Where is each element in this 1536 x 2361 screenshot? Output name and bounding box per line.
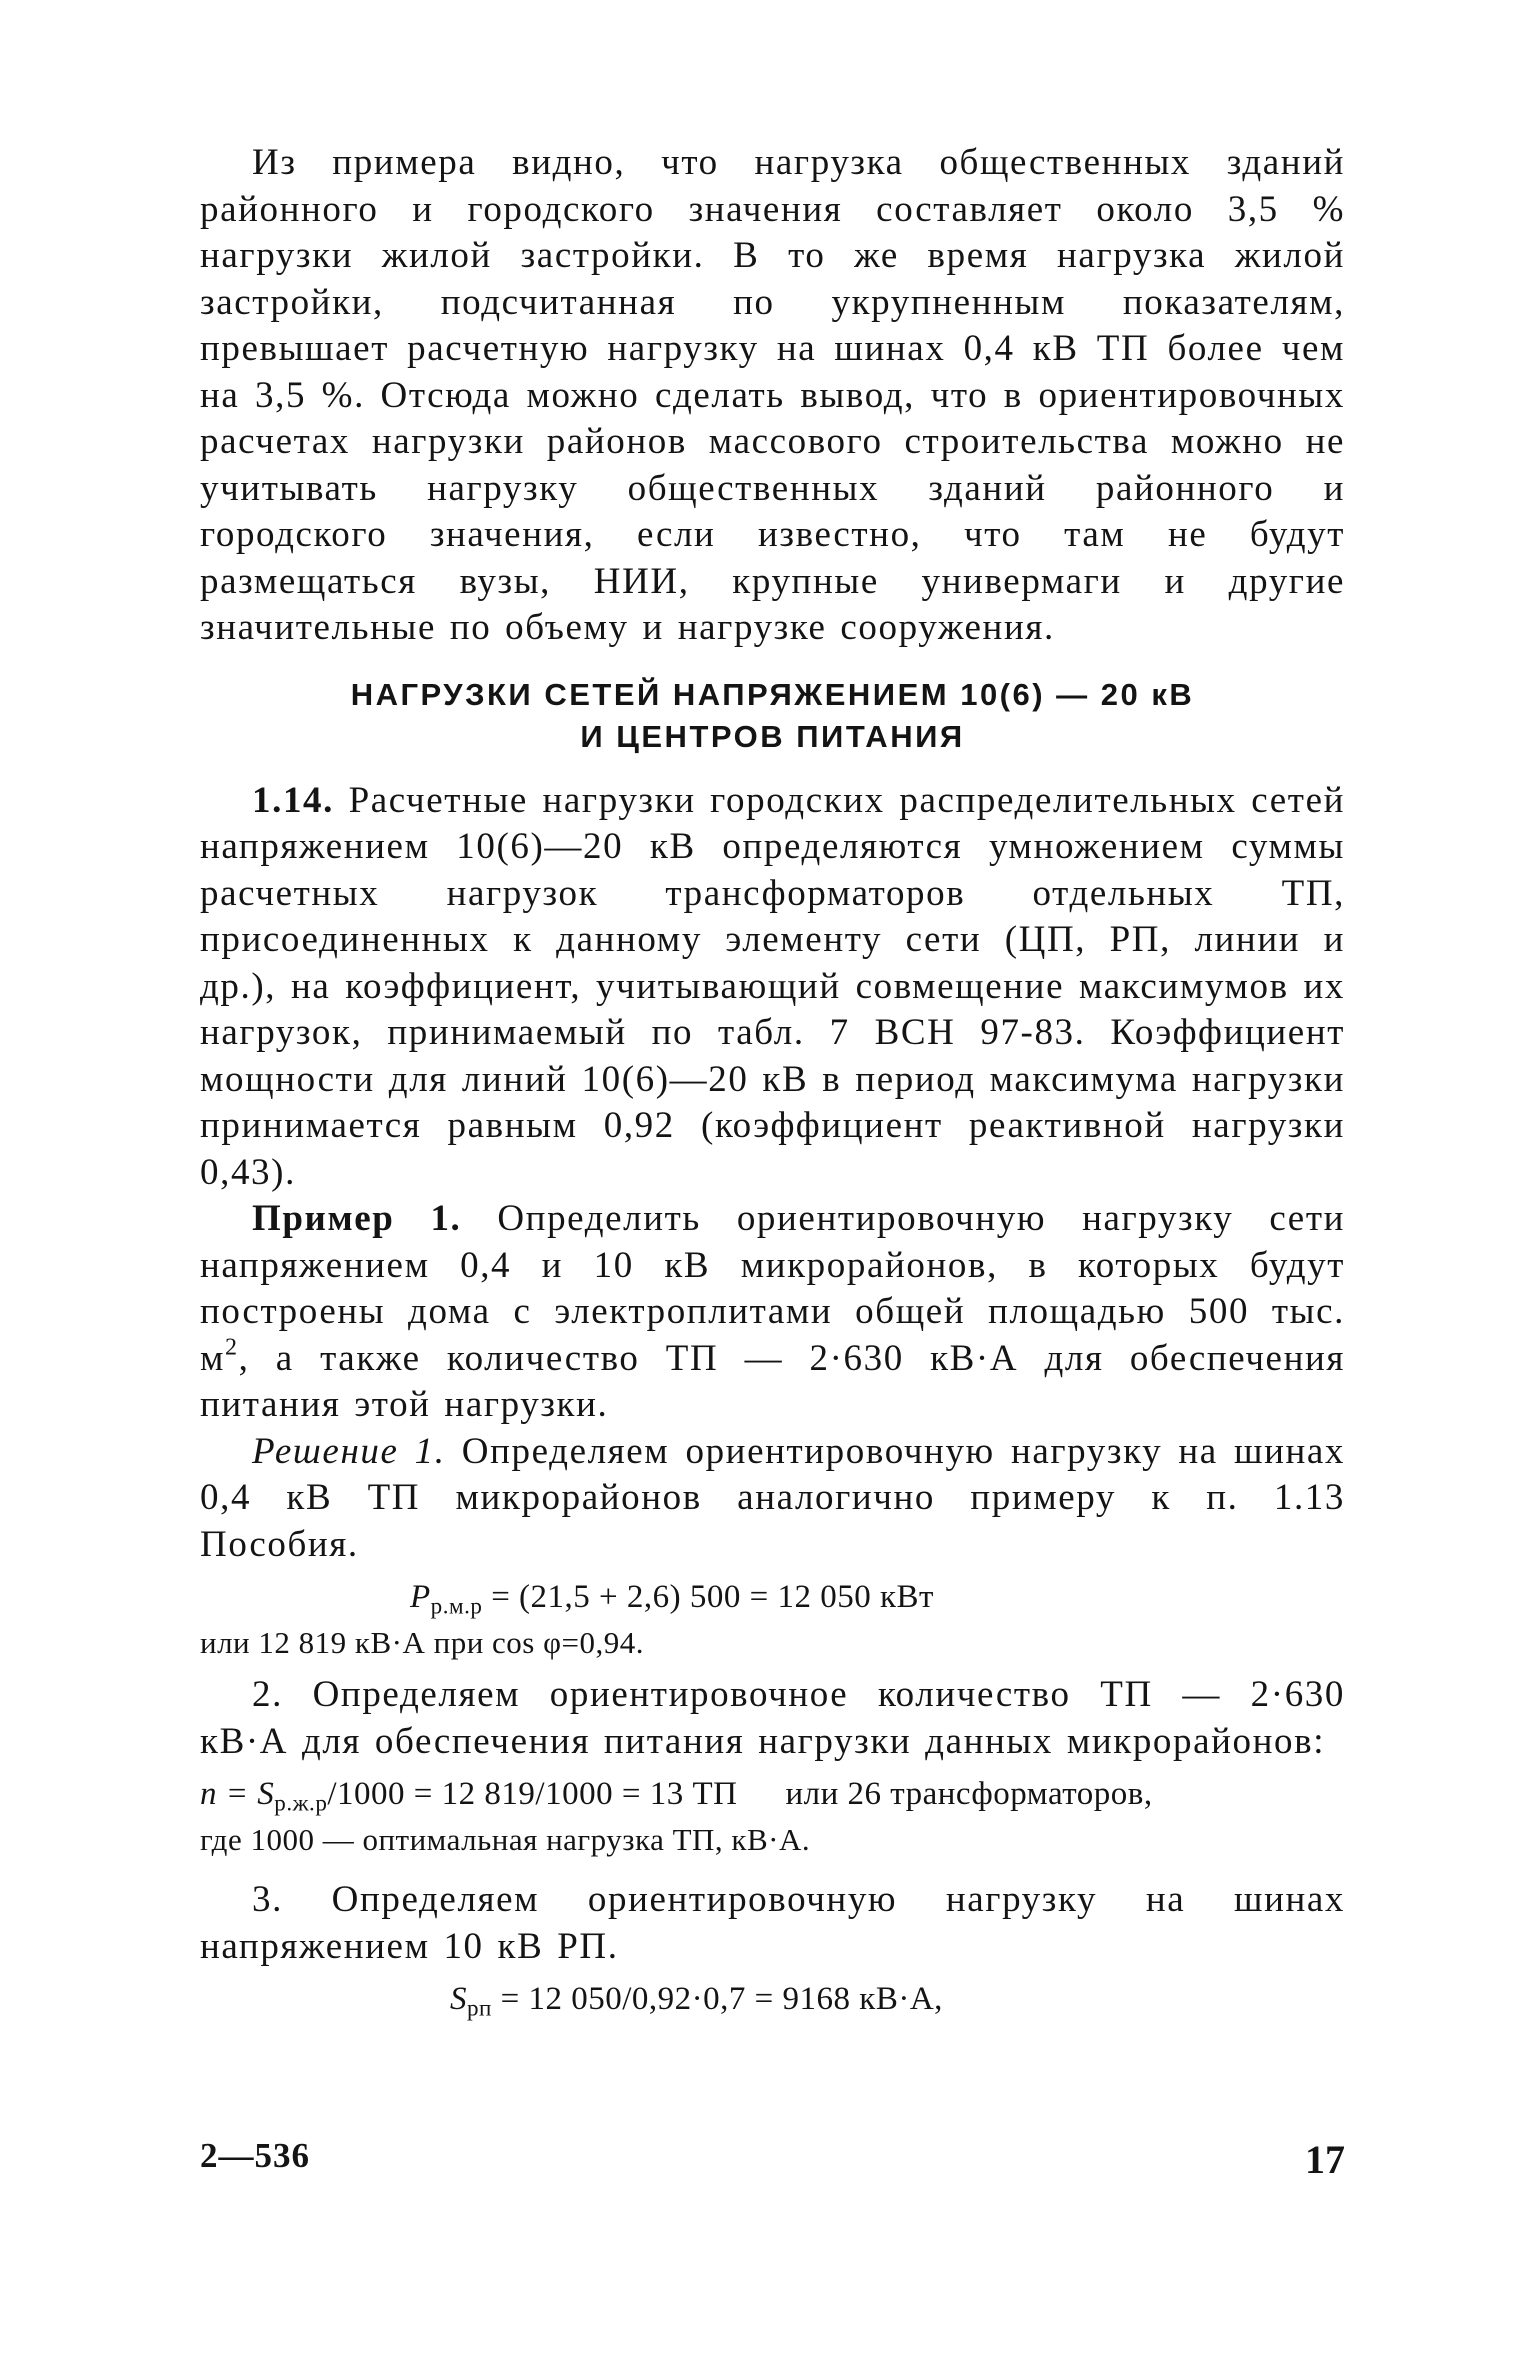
example-text-b: , а также количество ТП — 2·630 кВ·А для обеспечения питания этой нагрузки.	[200, 1337, 1345, 1425]
solution-text: Определяем ориентировочную нагрузку на шинах 0,4 кВ ТП микрорайонов аналогично примеру к п. 1.13 Пособия.	[200, 1430, 1345, 1565]
formula-2-rest: /1000 = 12 819/1000 = 13 ТП	[327, 1776, 738, 1812]
paragraph-intro: Из примера видно, что нагрузка общественных зданий районного и городского значения составляет около 3,5 % нагрузки жилой застройки. В то же время нагрузка жилой застройки, подсчитанная по укрупненным показателям, превышает расчетную нагрузку на шинах 0,4 кВ ТП более чем на 3,5 %. Отсюда можно сделать вывод, что в ориентировочных расчетах нагрузки районов массового строительства можно не учитывать нагрузку общественных зданий районного и городского значения, если известно, что там не будут размещаться вузы, НИИ, крупные универмаги и другие значительные по объему и нагрузке сооружения.	[200, 142, 1345, 648]
paragraph-1-14	[200, 778, 1345, 1197]
formula-3-subscript: рп	[467, 1994, 492, 2021]
example-text-a: Определить ориентировочную нагрузку сети напряжением 0,4 и 10 кВ микрорайонов, в которых будут построены дома с электроплитами общей площадью 500 тыс. м	[200, 1198, 1345, 1379]
formula-rp-load	[200, 1976, 1345, 2022]
clause-text: Расчетные нагрузки городских распределительных сетей напряжением 10(6)—20 кВ определяются умножением суммы расчетных нагрузок трансформаторов отдельных ТП, присоединенных к данному элементу сети (ЦП, РП, линии и др.), на коэффициент, учитывающий совмещение максимумов их нагрузок, принимаемый по табл. 7 ВСН 97-83. Коэффициент мощности для линий 10(6)—20 кВ в период максимума нагрузки принимается равным 0,92 (коэффициент реактивной нагрузки 0,43).	[200, 779, 1345, 1193]
formula-2-eq: = S	[217, 1776, 275, 1812]
paragraph-step-2: 2. Определяем ориентировочное количество ТП — 2·630 кВ·А для обеспечения питания нагрузки данных микрорайонов:	[200, 1674, 1345, 1762]
formula-3-rest: = 12 050/0,92·0,7 = 9168 кВ·А,	[491, 1981, 943, 2017]
paragraph-solution-1	[200, 1429, 1345, 1569]
formula-1-subscript: р.м.р	[430, 1592, 483, 1619]
formula-1-rest: = (21,5 + 2,6) 500 = 12 050 кВт	[482, 1579, 934, 1615]
paragraph-step-3: 3. Определяем ориентировочную нагрузку на шинах напряжением 10 кВ РП.	[200, 1879, 1345, 1967]
formula-2-lhs: n	[200, 1776, 217, 1812]
formula-load-power	[200, 1574, 1345, 1620]
formula-1-symbol: P	[410, 1579, 431, 1615]
page-number: 17	[1305, 2137, 1345, 2182]
line-cos-phi: или 12 819 кВ·А при cos φ=0,94.	[200, 1625, 644, 1660]
signature-code: 2—536	[200, 2136, 310, 2175]
section-heading-line-2: И ЦЕНТРОВ ПИТАНИЯ	[580, 718, 965, 754]
formula-tp-count	[200, 1771, 1345, 1817]
formula-3-symbol: S	[450, 1981, 467, 2017]
paragraph-example-1	[200, 1196, 1345, 1429]
page-body	[200, 140, 1345, 2022]
solution-label: Решение 1.	[252, 1430, 446, 1472]
example-superscript: 2	[225, 1333, 239, 1360]
section-heading-line-1: НАГРУЗКИ СЕТЕЙ НАПРЯЖЕНИЕМ 10(6) — 20 кВ	[350, 676, 1195, 712]
section-heading	[200, 674, 1345, 758]
example-label: Пример 1.	[252, 1198, 462, 1239]
formula-2-tail: или 26 трансформаторов,	[785, 1776, 1153, 1812]
formula-2-subscript: р.ж.р	[274, 1789, 328, 1816]
clause-number: 1.14.	[252, 779, 334, 821]
line-where: где 1000 — оптимальная нагрузка ТП, кВ·А.	[200, 1822, 811, 1857]
